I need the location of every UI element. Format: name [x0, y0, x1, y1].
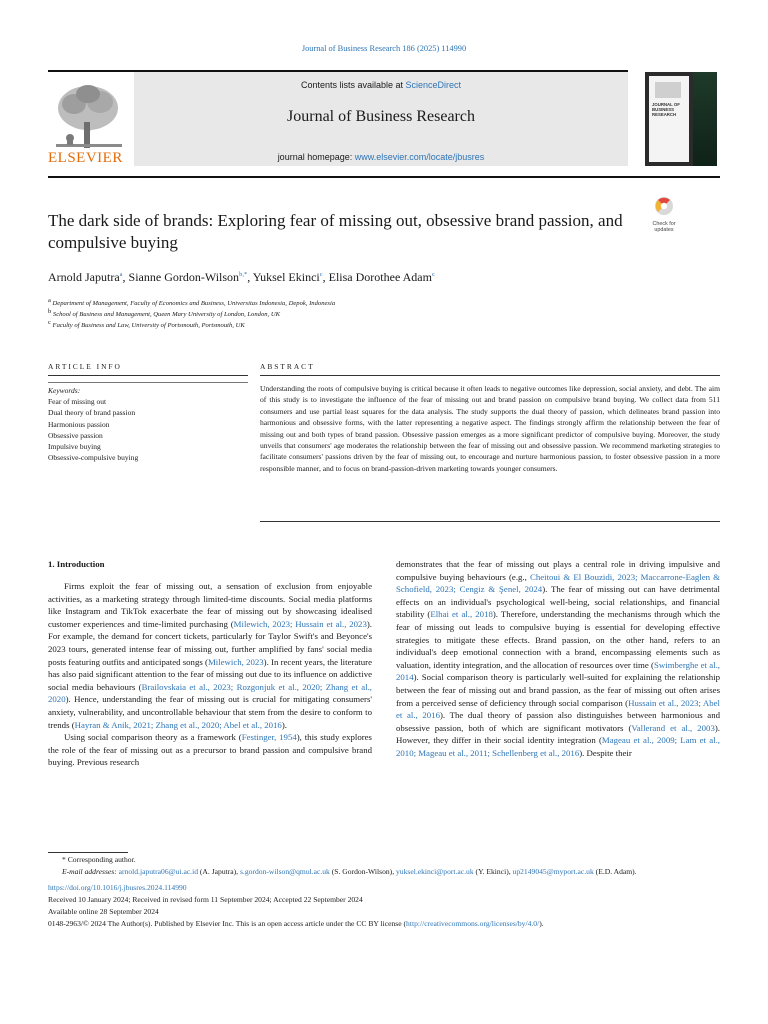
cover-title	[652, 102, 680, 117]
affiliation-mark: c	[48, 319, 51, 326]
license-link[interactable]: http://creativecommons.org/licenses/by/4.0/	[406, 919, 540, 928]
affiliation-text: Department of Management, Faculty of Economics and Business, Universitas Indonesia, Depok, Indonesia	[52, 300, 336, 308]
doi-link[interactable]	[48, 882, 720, 894]
cover-spine-art	[693, 72, 717, 166]
email-owner: (S. Gordon-Wilson),	[329, 867, 396, 876]
author-name[interactable]: Sianne Gordon-Wilson	[128, 270, 240, 284]
abstract-text: Understanding the roots of compulsive buying is critical because it often leads to negative outcomes like depression, social anxiety, and debt. The aim of this study is to investigate the influence of the fear of missing out and brand passion on compulsive brand buying. We collect data from 511 consumers and use partial least squares for the data analysis. The study supports the dual theory of passion, which delineates brand passion into harmonious and obsessive forms, with the latter representing a negative aspect. The findings strongly affirm the relationship between the fear of missing out and both types of brand passion. Obsessive passion emerges as a more significant predictor of compulsive buying. Moreover, the study unveils that consumers' age moderates the relationship between the fear of missing out and obsessive passion. We recommend marketing strategies to facilitate consumers' passions driven by the fear of missing out, to encourage and nurture harmonious passion, to foster obsessive passion in a more responsible manner, and to focus on brand-passion-driven marketing towards younger consumers.	[260, 384, 720, 473]
sciencedirect-link[interactable]: ScienceDirect	[405, 80, 462, 90]
author-affil-mark[interactable]: c	[431, 271, 435, 278]
email-link[interactable]: arnold.japutra06@ui.ac.id	[118, 867, 198, 876]
citation-link[interactable]: Mageau et al., 2009; Lam et al., 2010; Mageau et al., 2011; Schellenberg et al., 2016	[396, 735, 720, 758]
email-label: E-mail addresses:	[62, 867, 117, 876]
email-owner: (Y. Ekinci),	[473, 867, 513, 876]
abstract-rule	[260, 375, 720, 376]
keywords-label: Keywords:	[48, 386, 81, 395]
corresponding-author-note: * Corresponding author.	[62, 855, 136, 864]
author-affil-mark[interactable]: b,*	[239, 271, 248, 278]
email-addresses	[48, 866, 720, 878]
check-updates-label: Check for updates	[652, 221, 676, 233]
journal-citation-link[interactable]: Journal of Business Research 186 (2025) 114990	[301, 44, 467, 53]
license-line: 0148-2963/© 2024 The Author(s). Published by Elsevier Inc. This is an open access article under the CC BY license (http://creativecommons.org/licenses/by/4.0/).	[48, 919, 544, 928]
available-online: Available online 28 September 2024	[48, 907, 159, 916]
email-link[interactable]: yuksel.ekinci@port.ac.uk	[396, 867, 474, 876]
citation-link[interactable]: Brailovskaia et al., 2023; Rozgonjuk et al., 2020; Zhang et al., 2020	[48, 681, 372, 705]
journal-homepage-link[interactable]: www.elsevier.com/locate/jbusres	[354, 152, 485, 162]
cover-line: RESEARCH	[652, 112, 677, 117]
keywords-block	[48, 385, 248, 463]
keyword: Obsessive-compulsive buying	[48, 453, 139, 463]
author-name[interactable]: Elisa Dorothee Adam	[328, 270, 432, 284]
article-info-heading: ARTICLE INFO	[48, 362, 122, 371]
body-paragraph: demonstrates that the fear of missing out plays a central role in driving impulsive and compulsive buying behaviours (e.g., Cheitoui & El Bouzidi, 2023; Maccarrone-Eaglen & Schofield, 2023; Cengiz & Şenel, 2024). The fear of missing out can have detrimental effects on an individual's psychological well-being, social relationships, and financial stability (Elhai et al., 2018). Therefore, understanding the mechanisms through which the fear of missing out leads to compulsive buying is essential for developing effective strategies to mitigate these effects. Brand passion, on the other hand, refers to an individual's deep emotional connection with a brand, encompassing elements such as valuation, identity integration, and the allocation of resources over time (Swimberghe et al., 2014). Social comparison theory is particularly well-suited for explaining the relationship between the fear of missing out and brand passion, as the fear of missing out often arises from a perceived sense of deficiency through social comparison (Hussain et al., 2023; Abel et al., 2016). The dual theory of passion also distinguishes between harmonious and obsessive passion, both of which are significant motivators (Vallerand et al., 2003). However, they differ in their social identity integration (Mageau et al., 2009; Lam et al., 2010; Mageau et al., 2011; Schellenberg et al., 2016). Despite their	[396, 559, 721, 758]
citation-link[interactable]: Milewich, 2023; Hussain et al., 2023	[233, 618, 367, 629]
cover-image	[655, 82, 681, 98]
citation-link[interactable]: Hayran & Anik, 2021; Zhang et al., 2020; Abel et al., 2016	[74, 719, 282, 730]
citation-link[interactable]: Festinger, 1954	[241, 732, 297, 743]
abstract-heading: ABSTRACT	[260, 362, 315, 371]
doi-url[interactable]: https://doi.org/10.1016/j.jbusres.2024.114990	[48, 883, 187, 892]
contents-line: Contents lists available at ScienceDirect	[300, 80, 462, 90]
citation-link[interactable]: Cheitoui & El Bouzidi, 2023; Maccarrone-Eaglen & Schofield, 2023; Cengiz & Şenel, 2024	[396, 571, 720, 595]
affiliation-text: School of Business and Management, Queen Mary University of London, London, UK	[52, 311, 281, 319]
body-column-left	[48, 580, 372, 769]
body-paragraph: Firms exploit the fear of missing out, a sensation of exclusion from enjoyable activities, as a marketing strategy through limited-time discounts. Social media platforms like Instagram and TikTok exacerbate the fear of missing out by showcasing idealised customer experiences and time-limited purchasing (Milewich, 2023; Hussain et al., 2023). For example, the demand for concert tickets, particularly for Taylor Swift's and Beyonce's 2023 tours, generated intense fear of missing out, further amplified by fans' social media posts featuring outfits and anticipated songs (Milewich, 2023). In recent years, the literature has also paid significant attention to the fear of missing out due to its influence on addictive social media behaviours (Brailovskaia et al., 2023; Rozgonjuk et al., 2020; Zhang et al., 2020). Hence, understanding the fear of missing out is crucial for mitigating consumers' anxiety, vulnerability, and uncontrollable behaviour that stem from the desire to conform to trends (Hayran & Anik, 2021; Zhang et al., 2020; Abel et al., 2016).	[48, 581, 372, 730]
keywords-rule	[48, 382, 248, 383]
email-link[interactable]: s.gordon-wilson@qmul.ac.uk	[239, 867, 330, 876]
elsevier-wordmark: ELSEVIER	[48, 150, 123, 166]
journal-name: Journal of Business Research	[287, 108, 475, 125]
affiliation	[48, 318, 668, 330]
abstract-bottom-rule	[260, 521, 720, 522]
journal-homepage-line: journal homepage: www.elsevier.com/locate/jbusres	[277, 152, 485, 162]
author-affil-mark[interactable]: c	[319, 271, 323, 278]
cover-line: BUSINESS	[652, 107, 674, 112]
author-list: Arnold Japutra$^a$, Sianne Gordon-Wilson$^{b,*}$, Yuksel Ekinci$^c$, Elisa Dorothee Adam$^c$	[48, 270, 435, 284]
body-paragraph: Using social comparison theory as a framework (Festinger, 1954), this study explores the role of the fear of missing out as a precursor to brand passion and compulsive brand buying. Previous research	[48, 732, 372, 768]
journal-cover-thumbnail[interactable]	[645, 72, 717, 166]
section-heading-introduction: 1. Introduction	[48, 559, 105, 569]
citation-link[interactable]: Elhai et al., 2018	[430, 609, 493, 620]
keyword: Impulsive buying	[48, 442, 101, 452]
citation-link[interactable]: Hussain et al., 2023; Abel et al., 2016	[396, 697, 720, 721]
article-title: The dark side of brands: Exploring fear of missing out, obsessive brand passion, and compulsive buying	[48, 211, 623, 252]
keyword: Dual theory of brand passion	[48, 408, 136, 418]
email-owner: (E.D. Adam).	[593, 867, 637, 876]
author-name[interactable]: Arnold Japutra	[48, 270, 120, 284]
citation-link[interactable]: Vallerand et al., 2003	[631, 722, 715, 733]
cover-line: JOURNAL OF	[652, 102, 680, 107]
article-info-rule	[48, 375, 248, 376]
keyword: Fear of missing out	[48, 397, 107, 407]
check-for-updates-badge[interactable]	[645, 196, 683, 232]
cover-panel	[649, 76, 689, 162]
author-affil-mark[interactable]: a	[119, 271, 123, 278]
check-updates-icon	[645, 196, 683, 216]
citation-link[interactable]: Swimberghe et al., 2014	[396, 659, 721, 683]
email-owner: (A. Japutra),	[198, 867, 240, 876]
received-dates: Received 10 January 2024; Received in revised form 11 September 2024; Accepted 22 September 2024	[48, 895, 363, 904]
affiliation-text: Faculty of Business and Law, University of Portsmouth, Portsmouth, UK	[52, 322, 245, 330]
affiliation-mark: b	[48, 308, 52, 315]
keyword: Harmonious passion	[48, 419, 110, 429]
author-name[interactable]: Yuksel Ekinci	[252, 270, 320, 284]
footnotes-block	[48, 852, 720, 930]
affiliation-mark: a	[48, 297, 51, 304]
email-link[interactable]: up2149045@myport.ac.uk	[512, 867, 594, 876]
keyword: Obsessive passion	[48, 430, 103, 440]
body-column-right	[396, 558, 720, 760]
header-rule-bottom	[48, 176, 720, 178]
citation-link[interactable]: Milewich, 2023	[207, 656, 264, 667]
